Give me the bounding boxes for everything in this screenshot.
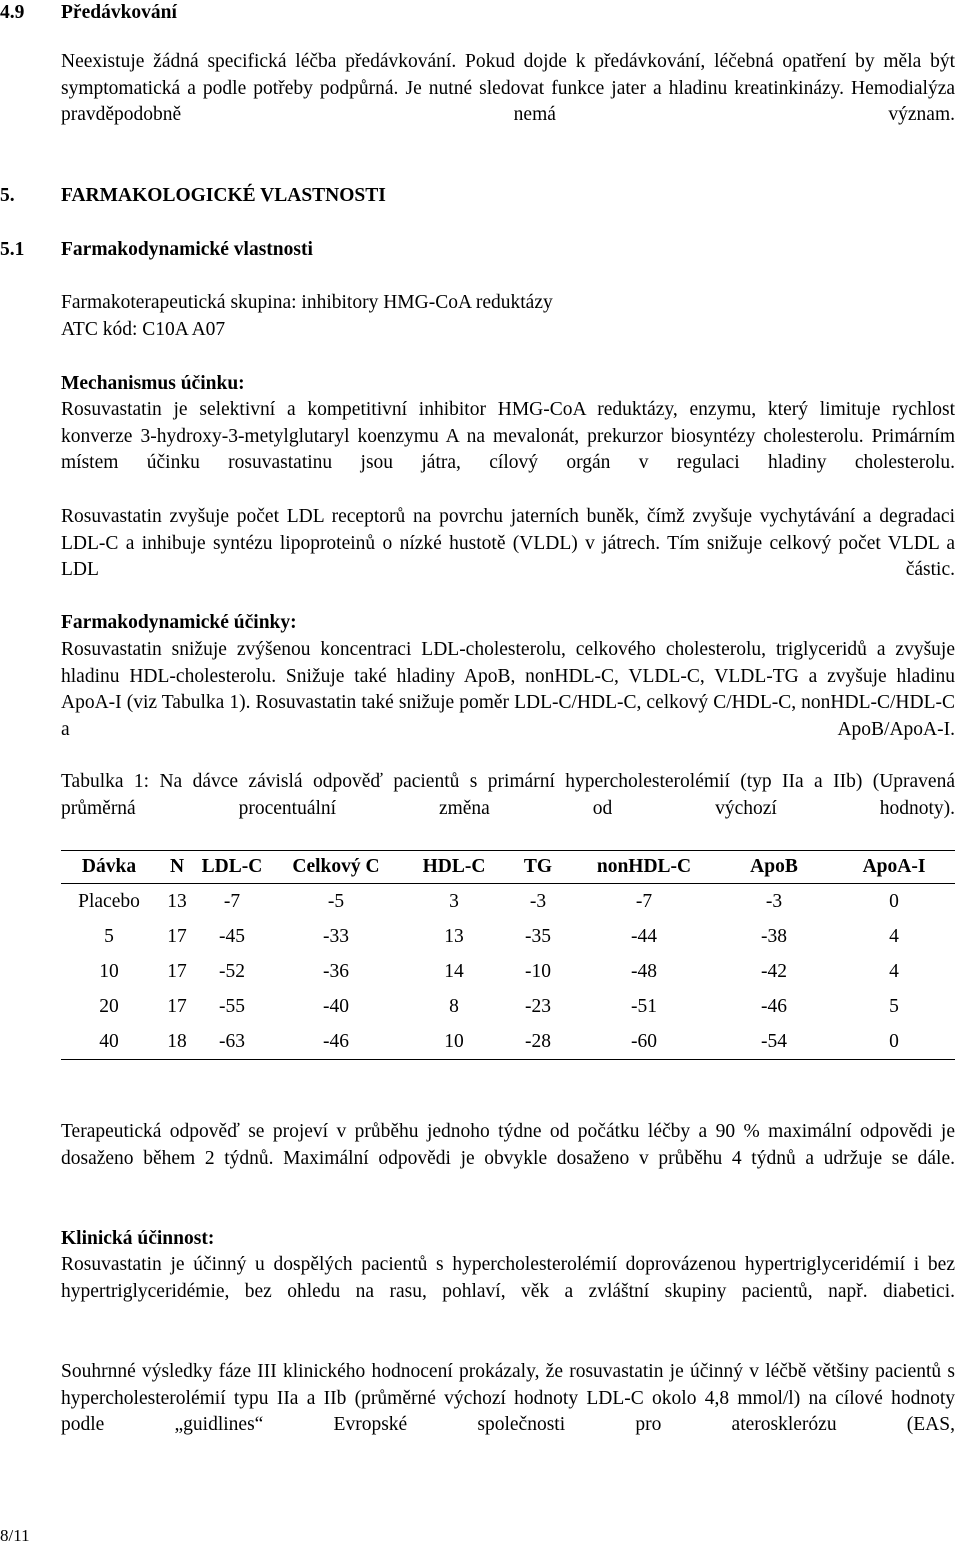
table-cell: 0	[889, 891, 899, 912]
table-cell: 0	[889, 1031, 899, 1052]
table-cell: -40	[323, 996, 349, 1017]
effects-paragraph: Rosuvastatin snižuje zvýšenou koncentraci LDL-cholesterolu, celkového cholesterolu, triglyceridů a zvyšuje hladinu HDL-cholesterolu. Snižuje také hladiny ApoB, nonHDL-C, VLDL-C, VLDL-TG a zvyšuje hladinu ApoA-I (viz Tabulka 1). Rosuvastatin také snižuje poměr LDL-C/HDL-C, celkový C/HDL-C, nonHDL-C/HDL-C a ApoB/ApoA-I.	[61, 639, 955, 740]
column-header: Celkový C	[292, 856, 380, 877]
table-cell: 18	[167, 1031, 187, 1052]
table-cell: 4	[889, 961, 899, 982]
table-cell: -28	[525, 1031, 551, 1052]
column-header: TG	[523, 856, 553, 877]
table-cell: -10	[525, 961, 551, 982]
table-cell: 13	[444, 926, 464, 947]
column-header: nonHDL-C	[596, 856, 692, 877]
table-cell: -23	[525, 996, 551, 1017]
table-cell: -33	[323, 926, 349, 947]
efficacy-heading: Klinická účinnost:	[61, 1228, 215, 1249]
table-cell: -46	[323, 1031, 349, 1052]
table-cell: -45	[219, 926, 245, 947]
section-number: 4.9	[0, 2, 25, 23]
section-title: Farmakodynamické vlastnosti	[61, 239, 313, 260]
table-cell: Placebo	[78, 891, 140, 912]
table-cell: -3	[529, 891, 547, 912]
table-row	[61, 954, 955, 989]
table-cell: -55	[219, 996, 245, 1017]
mechanism-heading: Mechanismus účinku:	[61, 373, 245, 394]
table-cell: 10	[444, 1031, 464, 1052]
section-5-1-heading	[0, 237, 313, 263]
section-title: Předávkování	[61, 2, 177, 23]
table-cell: 14	[444, 961, 464, 982]
table-caption: Tabulka 1: Na dávce závislá odpověď pacientů s primární hypercholesterolémií (typ IIa a IIb) (Upravená průměrná procentuální změna od výchozí hodnoty).	[61, 771, 955, 819]
table-cell: -38	[761, 926, 787, 947]
pharmacotherapeutic-group: Farmakoterapeutická skupina: inhibitory HMG-CoA reduktázy	[61, 292, 553, 313]
table-cell: 13	[167, 891, 187, 912]
overdose-paragraph: Neexistuje žádná specifická léčba předávkování. Pokud dojde k předávkování, léčebná opatření by měla být symptomatická a podle potřeby podpůrná. Je nutné sledovat funkce jater a hladinu kreatinkinázy. Hemodialýza pravděpodobně nemá význam.	[61, 51, 955, 125]
table-cell: -7	[223, 891, 241, 912]
table-cell: -63	[219, 1031, 245, 1052]
section-title: FARMAKOLOGICKÉ VLASTNOSTI	[61, 185, 386, 206]
table-cell: 4	[889, 926, 899, 947]
table-cell: -35	[525, 926, 551, 947]
mechanism-paragraph-1: Rosuvastatin je selektivní a kompetitivní inhibitor HMG-CoA reduktázy, enzymu, který limituje rychlost konverze 3-hydroxy-3-metylglutaryl koenzymu A na mevalonát, prekurzor biosyntézy cholesterolu. Primárním místem účinku rosuvastatinu jsou játra, cílový orgán v regulaci hladiny cholesterolu.	[61, 399, 955, 473]
table-cell: -60	[631, 1031, 657, 1052]
table-cell: -42	[761, 961, 787, 982]
efficacy-paragraph-2: Souhrnné výsledky fáze III klinického hodnocení prokázaly, že rosuvastatin je účinný v léčbě většiny pacientů s hypercholesterolémií typu IIa a IIb (průměrné výchozí hodnoty LDL-C okolo 4,8 mmol/l) na cílové hodnoty podle „guidlines“ Evropské společnosti pro aterosklerózu (EAS,	[61, 1361, 955, 1435]
column-header: HDL-C	[422, 856, 486, 877]
section-5-heading	[0, 183, 386, 209]
table-row	[61, 1024, 955, 1060]
atc-code: ATC kód: C10A A07	[61, 319, 226, 340]
table-row	[61, 989, 955, 1024]
section-number: 5.	[0, 185, 15, 206]
column-header: N	[169, 856, 185, 877]
table-cell: -46	[761, 996, 787, 1017]
table-cell: 40	[99, 1031, 119, 1052]
table-cell: -48	[631, 961, 657, 982]
column-header: ApoB	[750, 856, 798, 877]
table-row	[61, 884, 955, 920]
table-cell: 10	[99, 961, 119, 982]
table-cell: 5	[889, 996, 899, 1017]
table-cell: 17	[167, 961, 187, 982]
table-cell: -51	[631, 996, 657, 1017]
table-cell: 20	[99, 996, 119, 1017]
table-row	[61, 919, 955, 954]
section-number: 5.1	[0, 239, 25, 260]
response-paragraph: Terapeutická odpověď se projeví v průběhu jednoho týdne od počátku léčby a 90 % maximální odpovědi je dosaženo během 2 týdnů. Maximální odpovědi je obvykle dosaženo v průběhu 4 týdnů a udržuje se dále.	[61, 1121, 955, 1169]
dose-response-table	[61, 850, 955, 1060]
table-cell: -52	[219, 961, 245, 982]
table-cell: 8	[449, 996, 459, 1017]
efficacy-paragraph-1: Rosuvastatin je účinný u dospělých pacientů s hypercholesterolémií doprovázenou hypertriglyceridémií i bez hypertriglyceridémie, bez ohledu na rasu, pohlaví, věk a zvláštní skupiny pacientů, např. diabetici.	[61, 1254, 955, 1302]
section-4-9-heading	[0, 0, 177, 26]
column-header: Dávka	[81, 856, 137, 877]
table-header-row	[61, 851, 955, 884]
table-cell: -36	[323, 961, 349, 982]
table-cell: -7	[635, 891, 653, 912]
page-number: 8/11	[0, 1526, 30, 1545]
column-header: LDL-C	[201, 856, 263, 877]
effects-heading: Farmakodynamické účinky:	[61, 612, 297, 633]
table-cell: -3	[765, 891, 783, 912]
table-cell: 17	[167, 996, 187, 1017]
mechanism-paragraph-2: Rosuvastatin zvyšuje počet LDL receptorů na povrchu jaterních buněk, čímž zvyšuje vychytávání a degradaci LDL-C a inhibuje syntézu lipoproteinů o nízké hustotě (VLDL) v játrech. Tím snižuje celkový počet VLDL a LDL částic.	[61, 506, 955, 580]
table-cell: 3	[449, 891, 459, 912]
table-cell: -44	[631, 926, 657, 947]
table-cell: -54	[761, 1031, 787, 1052]
table-cell: -5	[327, 891, 345, 912]
column-header: ApoA-I	[862, 856, 926, 877]
table-cell: 17	[167, 926, 187, 947]
table-cell: 5	[104, 926, 114, 947]
